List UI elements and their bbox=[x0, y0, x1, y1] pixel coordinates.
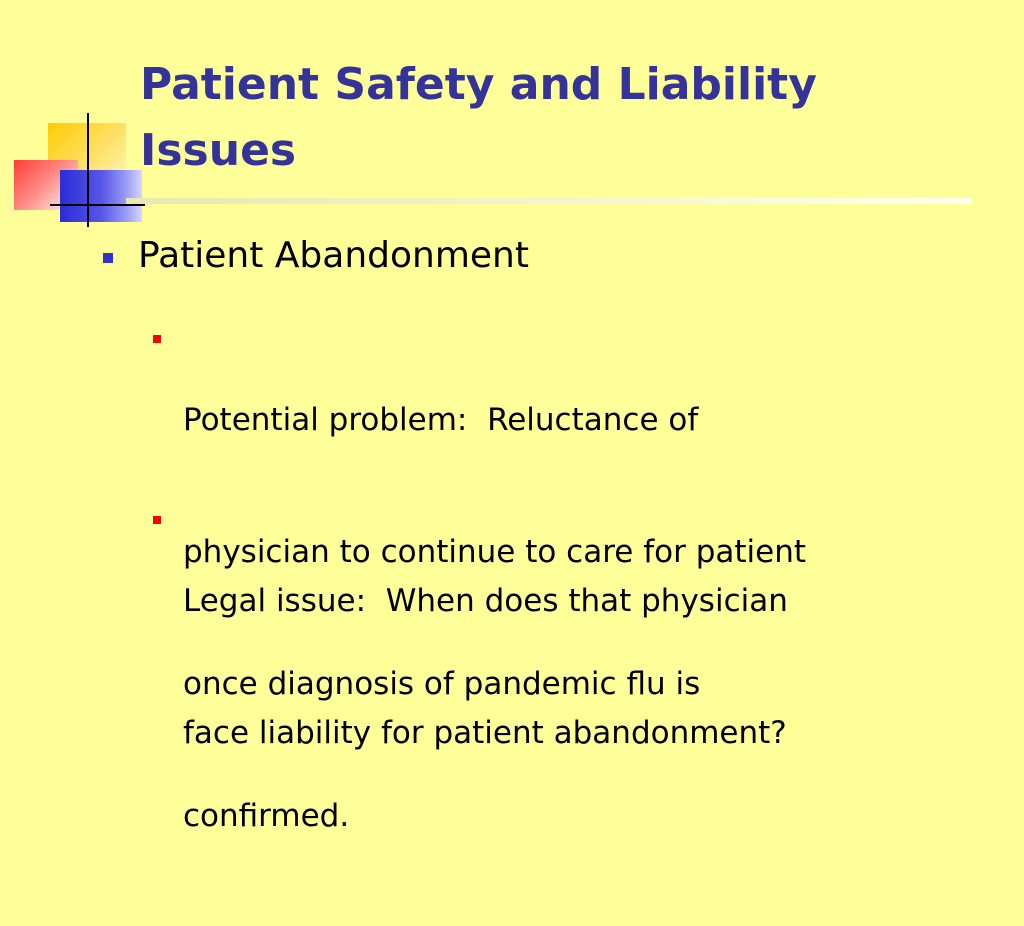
sub-bullet-line: confirmed. bbox=[183, 798, 350, 834]
blue-square-decoration bbox=[60, 170, 142, 222]
slide-title bbox=[140, 52, 1000, 184]
sub-bullet-line: once diagnosis of pandemic flu is bbox=[183, 666, 701, 702]
horizontal-line-decoration bbox=[50, 204, 145, 206]
slide-title-line-2: Issues bbox=[140, 125, 297, 176]
title-underline-rule bbox=[126, 198, 972, 204]
blue-square-bullet-icon bbox=[103, 253, 113, 263]
red-square-bullet-icon bbox=[153, 516, 161, 524]
sub-bullet-legal-issue bbox=[183, 491, 913, 843]
red-square-bullet-icon bbox=[153, 335, 161, 343]
sub-bullet-line: Legal issue: When does that physician bbox=[183, 583, 788, 619]
sub-bullet-line: Potential problem: Reluctance of bbox=[183, 402, 699, 438]
slide-title-line-1: Patient Safety and Liability bbox=[140, 59, 817, 110]
bullet-patient-abandonment: Patient Abandonment bbox=[138, 235, 529, 276]
sub-bullet-line: face liability for patient abandonment? bbox=[183, 715, 787, 751]
sub-bullet-line: physician to continue to care for patient bbox=[183, 534, 807, 570]
vertical-line-decoration bbox=[87, 113, 89, 227]
decorative-squares-graphic bbox=[0, 0, 150, 230]
